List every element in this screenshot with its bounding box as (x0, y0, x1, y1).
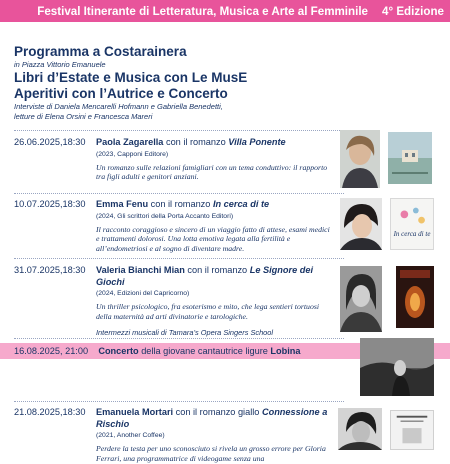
event-author: Emanuela Mortari (96, 407, 174, 417)
event-publisher: (2021, Another Coffee) (96, 432, 165, 439)
program-readings: letture di Elena Orsini e Francesca Mareri (14, 112, 153, 121)
event-description: Il racconto coraggioso e sincero di un viaggio fatto di attese, esami medici e trattamenti dolorosi. Una lotta emotiva legata alla fertilità e all’endometriosi e al sogno di diventare madre. (96, 224, 330, 254)
event-connector: con il romanzo (148, 199, 213, 209)
program-title: Programma a Costarainera (14, 44, 187, 59)
event-publisher: (2023, Capponi Editore) (96, 150, 169, 158)
event-connector: con il romanzo giallo (173, 407, 262, 417)
author-photo (338, 408, 382, 450)
event-description: Un thriller psicologico, fra esoterismo e mito, che lega sentieri tortuosi della maternità ad arti divinatorie e tarologiche. (96, 302, 320, 321)
edition-label: 4° Edizione (382, 5, 444, 18)
event-publisher: (2024, Gli scrittori della Porta Accanto Editori) (96, 212, 234, 220)
concert-photo (360, 338, 434, 396)
program-subtitle-2: Aperitivi con l’Autrice e Concerto (14, 86, 228, 101)
event-info (96, 199, 332, 254)
concert-text: della giovane cantautrice ligure (138, 346, 271, 356)
book-cover-title: In cerca di te (393, 230, 431, 238)
author-photo (340, 130, 380, 188)
event-date: 10.07.2025,18:30 (14, 199, 86, 209)
concert-line (14, 346, 301, 356)
event-date: 26.06.2025,18:30 (14, 137, 86, 147)
divider (14, 258, 344, 259)
event-music-interlude: Intermezzi musicali di Tamara’s Opera Singers School (96, 327, 274, 337)
event-info (96, 407, 332, 464)
event-title-line (96, 137, 332, 149)
concert-label: Concerto (98, 346, 139, 356)
event-book: Le Signore dei Giochi (96, 265, 314, 287)
book-cover (396, 266, 434, 328)
event-author: Valeria Bianchi Mian (96, 265, 185, 275)
concert-artist: Lobina (270, 346, 301, 356)
event-info (96, 265, 332, 337)
event-description: Perdere la testa per uno sconosciuto si rivela un grosso errore per Gloria Ferrari, una programmatrice di videogame senza una (96, 444, 326, 463)
festival-banner (0, 0, 450, 22)
event-info (96, 137, 332, 182)
event-connector: con il romanzo (163, 137, 229, 147)
event-title-line (96, 407, 332, 430)
program-venue: in Piazza Vittorio Emanuele (14, 60, 106, 69)
event-book: In cerca di te (212, 199, 270, 209)
event-author: Emma Fenu (96, 199, 149, 209)
program-interviews: Interviste di Daniela Mencarelli Hofmann e Gabriella Benedetti, (14, 102, 223, 111)
event-title-line (96, 265, 332, 288)
event-title-line (96, 199, 332, 211)
divider (14, 338, 344, 339)
event-publisher: (2024, Edizioni del Capricorno) (96, 290, 190, 297)
program-header (14, 44, 444, 122)
event-connector: con il romanzo (184, 265, 250, 275)
divider (14, 193, 344, 194)
divider (14, 130, 344, 131)
book-cover (390, 410, 434, 450)
concert-datetime: 16.08.2025, 21:00 (14, 346, 89, 356)
book-cover (388, 132, 432, 184)
event-description: Un romanzo sulle relazioni famigliari con un tema conduttivo: il rapporto tra figli adulti e genitori anziani. (96, 162, 328, 182)
event-date: 21.08.2025,18:30 (14, 407, 86, 417)
event-author: Paola Zagarella (96, 137, 164, 147)
book-cover (390, 198, 434, 250)
author-photo (340, 266, 382, 332)
event-date: 31.07.2025,18:30 (14, 265, 86, 275)
program-subtitle-1: Libri d’Estate e Musica con Le MusE (14, 70, 248, 85)
divider (14, 401, 344, 402)
festival-name: Festival Itinerante di Letteratura, Musica e Arte al Femminile (37, 5, 369, 18)
event-book: Connessione a Rischio (96, 407, 328, 429)
event-book: Villa Ponente (228, 137, 286, 147)
author-photo (340, 198, 382, 250)
